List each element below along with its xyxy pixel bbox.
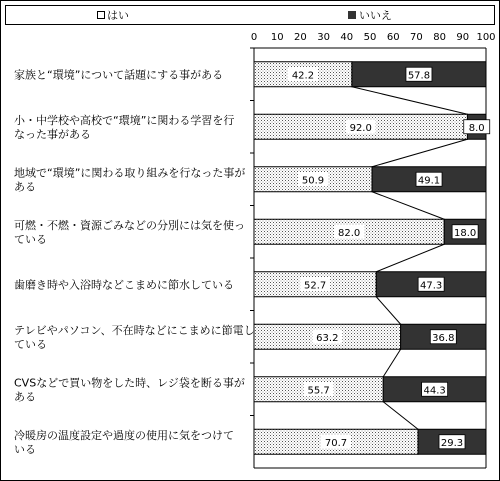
- value-label-yes: 82.0: [337, 227, 361, 239]
- x-tick-label: 80: [433, 32, 446, 43]
- value-label-no: 8.0: [468, 122, 485, 134]
- value-label-yes: 52.7: [303, 280, 327, 292]
- value-label-no: 44.3: [423, 385, 446, 397]
- legend-label-yes: はい: [107, 9, 129, 22]
- value-label-yes: 92.0: [349, 122, 372, 134]
- legend: [6, 6, 495, 25]
- x-tick-label: 20: [294, 32, 307, 43]
- category-label: 家族と“環境”について話題にする事がある: [14, 68, 224, 82]
- x-tick-label: 50: [363, 32, 377, 43]
- x-tick-label: 90: [456, 32, 470, 43]
- legend-box: [6, 6, 495, 25]
- category-label: 冷暖房の温度設定や過度の使用に気をつけている: [14, 428, 234, 456]
- x-tick-label: 30: [317, 32, 330, 43]
- category-label: 可燃・不燃・資源ごみなどの分別には気を使っている: [14, 218, 245, 246]
- category-label: 地域で“環境”に関わる取り組みを行なった事がある: [14, 166, 246, 194]
- value-label-no: 29.3: [440, 437, 464, 449]
- category-label: CVSなどで買い物をした時、レジ袋を断る事がある: [14, 376, 245, 404]
- category-label: テレビやパソコン、不在時などにこまめに節電している: [14, 323, 255, 351]
- value-label-yes: 50.9: [301, 175, 325, 187]
- value-label-no: 49.1: [417, 175, 441, 187]
- value-label-no: 57.8: [407, 70, 431, 82]
- value-label-yes: 63.2: [316, 332, 339, 344]
- legend-swatch-yes: [98, 12, 105, 19]
- value-label-yes: 70.7: [324, 437, 348, 449]
- x-tick-label: 0: [250, 32, 258, 43]
- category-label: 小・中学校や高校で“環境”に関わる学習を行なった事がある: [14, 113, 235, 141]
- x-tick-label: 70: [410, 32, 423, 43]
- value-label-no: 36.8: [432, 332, 455, 344]
- legend-label-no: いいえ: [359, 9, 392, 22]
- x-tick-label: 100: [476, 32, 496, 43]
- x-tick-label: 10: [270, 32, 284, 43]
- category-label: 歯磨き時や入浴時などこまめに節水している: [14, 278, 234, 292]
- value-label-yes: 42.2: [291, 70, 315, 82]
- value-label-no: 47.3: [419, 280, 443, 292]
- value-label-no: 18.0: [453, 227, 477, 239]
- x-tick-label: 40: [340, 32, 354, 43]
- x-tick-label: 60: [386, 32, 400, 43]
- legend-swatch-no: [348, 11, 356, 19]
- value-label-yes: 55.7: [307, 385, 330, 397]
